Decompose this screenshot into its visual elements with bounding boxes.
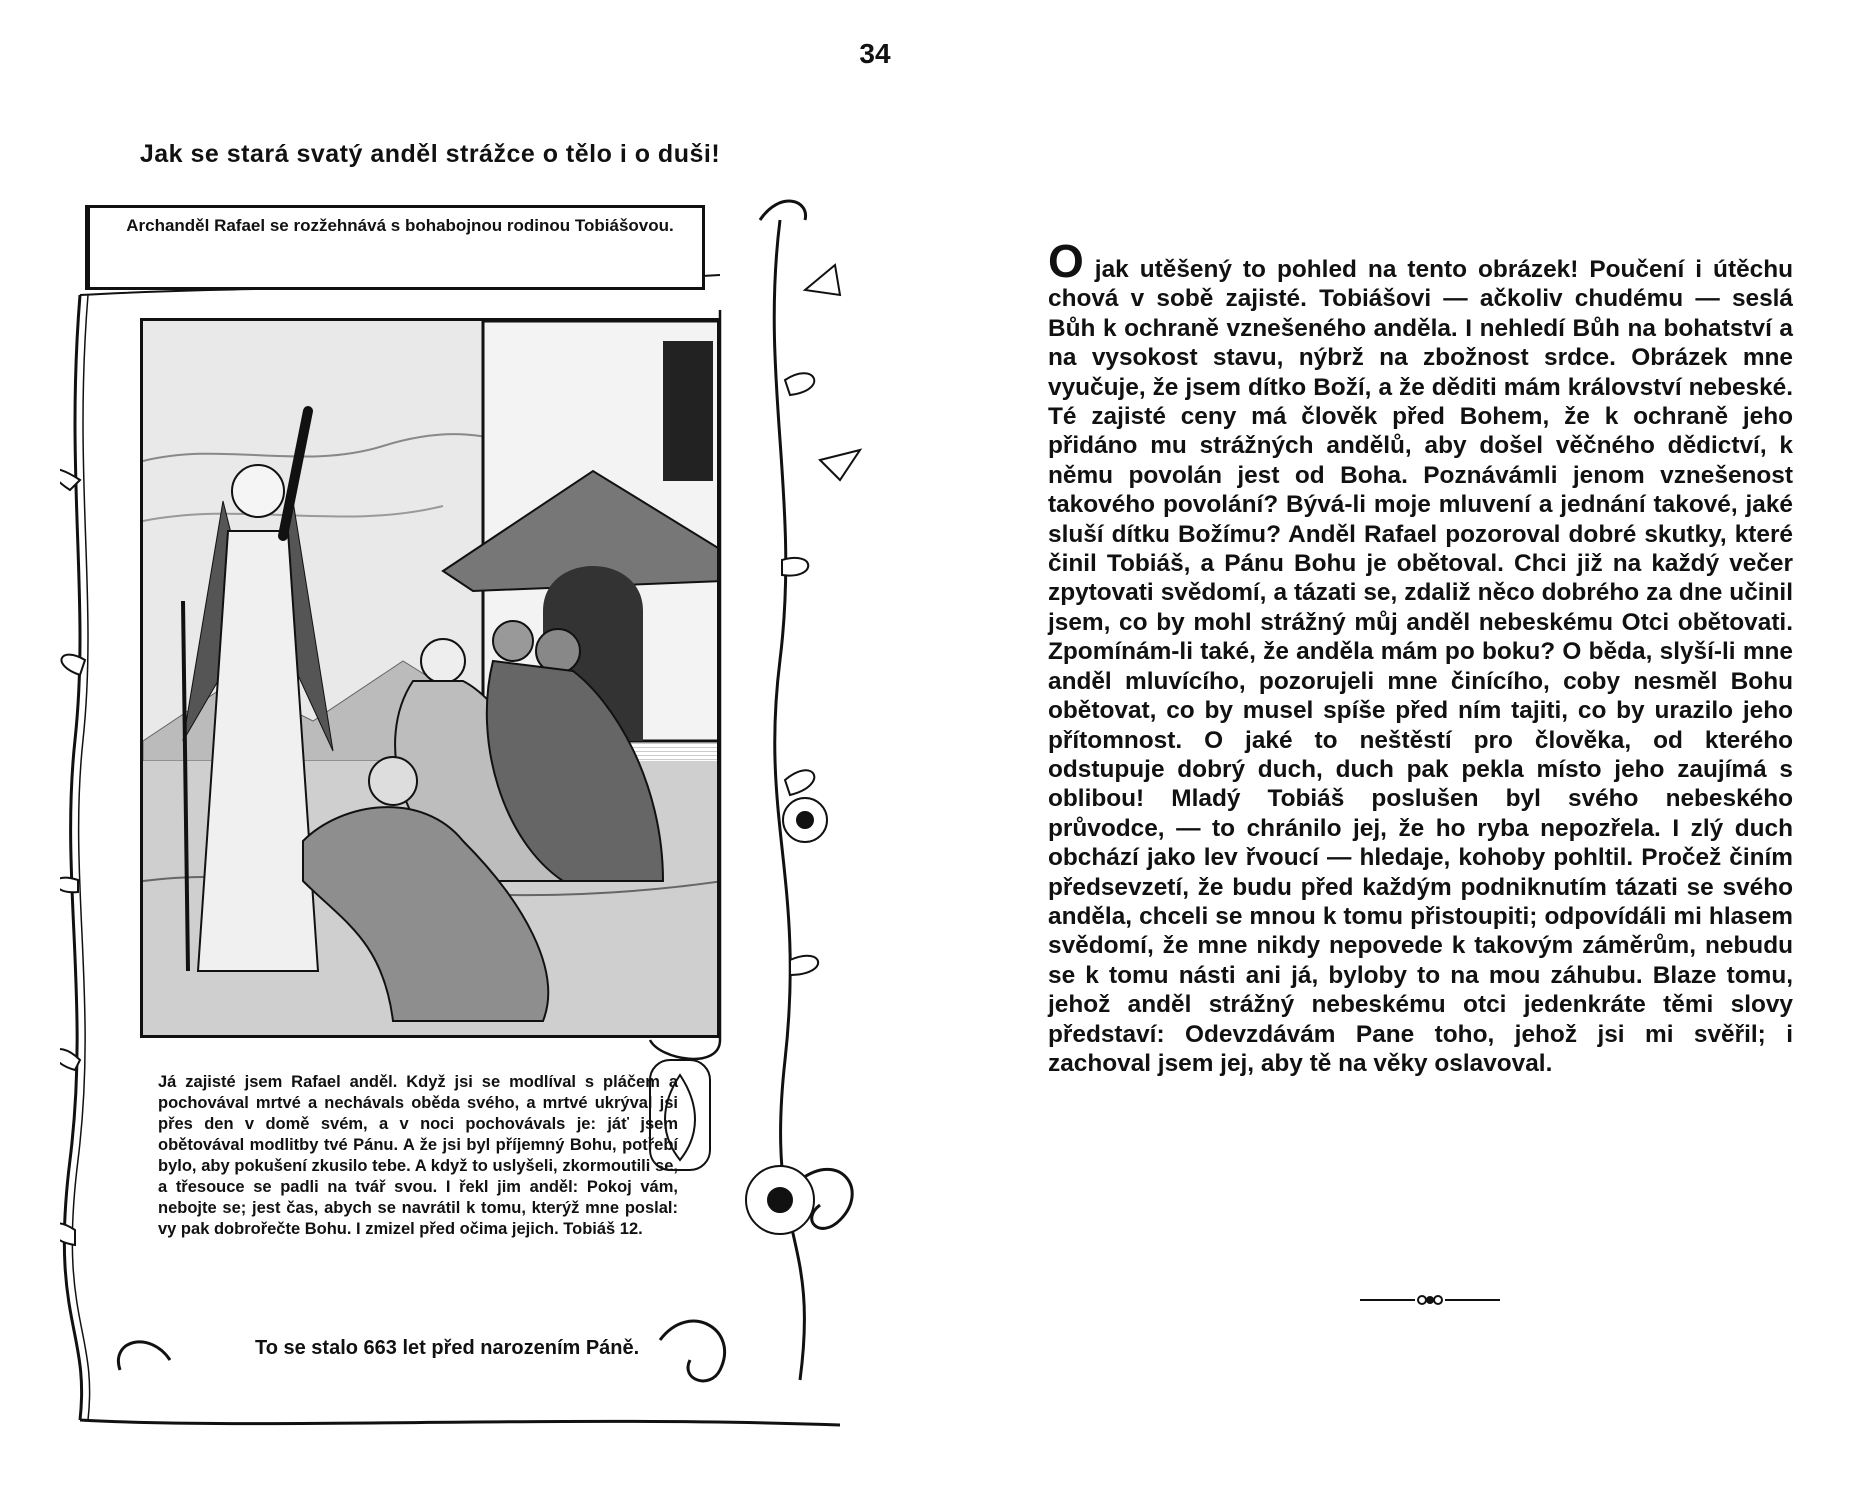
date-note: To se stalo 663 let před narozením Páně.	[255, 1337, 640, 1359]
ornament-divider	[1360, 1290, 1500, 1310]
engraving-illustration	[140, 318, 720, 1038]
body-paragraph	[1048, 235, 1793, 1078]
illustration-caption: Archanděl Rafael se rozžehnává s bohabojnou rodinou Tobiášovou.	[126, 216, 674, 235]
angel-engraving-icon	[143, 321, 720, 1038]
page-title: Jak se stará svatý anděl strážce o tělo i o duši!	[139, 140, 721, 168]
dropcap: O	[1048, 235, 1084, 287]
divider-ornament-icon	[1360, 1290, 1500, 1310]
body-text: jak utěšený to pohled na tento obrázek! Poučení i útěchu chová v sobě zajisté. Tobiášovi — ačkoliv chudému — seslá Bůh k ochraně vznešeného anděla. I nehledí Bůh na bohatství a na vysokost stavu, nýbrž na zbožnost srdce. Obrázek mne vyučuje, že jsem dítko Boží, a že děditi mám království nebeské. Té zajisté ceny má člověk před Bohem, že k ochraně jeho přidáno mu strážných andělů, aby došel věčného dědictví, k němu povolán jest od Boha. Poznávámli jenom vznešenost takového povolání? Bývá-li moje mluvení a jednání takové, jaké sluší dítku Božímu? Anděl Rafael pozoroval dobré skutky, které činil Tobiáš, a Pánu Bohu je obětoval. Chci již na každý večer zpytovati svědomí, a tázati se, zdaliž něco dobrého za dne učinil jsem, co by mohl strážný můj anděl nebeskému Otci obětovati. Zpomínám-li také, že anděla mám po boku? O běda, slyší-li mne anděl mluvícího, pozorujeli mne činícího, coby nesměl Bohu obětovat, co by musel spíše před ním tajiti, co by urazilo jeho přítomnost. O jaké to neštěstí pro člověka, od kterého odstupuje dobrý duch, duch pak pekla místo jeho zaujímá s oblibou! Mladý Tobiáš poslušen byl svého nebeského průvodce, — to chránilo jej, že ho ryba nepozřela. I zlý duch obchází jako lev řvoucí — hledaje, kohoby pohltil. Pročež činím předsevzetí, že budu před každým podniknutím tázati se svého anděla, chceli se mnou k tomu přistoupiti; odpovídáli mi hlasem svědomí, že mne nikdy nepovede k takovým záměrům, nebudu se k tomu násti ani já, byloby to na mou záhubu. Blaze tomu, jehož anděl strážný nebeskému otci jedenkráte těmi slovy představí: Odevzdávám Pane toho, jehož jsi mi svěřil; i zachoval jsem jej, aby tě na věky oslavoval.	[1048, 256, 1793, 1077]
scripture-quote: Já zajisté jsem Rafael anděl. Když jsi se modlíval s pláčem a pochovával mrtvé a nechávals oběda svého, a mrtvé ukrýval jsi přes den v domě svém, a v noci pochovávals je: jáť jsem obětovával modlitby tvé Pánu. A že jsi byl příjemný Bohu, potřebí bylo, aby pokušení zkusilo tebe. A když to uslyšeli, zkormoutili se, a třesouce se padli na tvář svou. I řekl jim anděl: Pokoj vám, nebojte se; jest čas, abych se navrátil k tomu, kterýž mne poslal: vy pak dobrořečte Bohu. I zmizel před očima jejich. Tobiáš 12.	[158, 1073, 678, 1238]
right-page-column	[1048, 235, 1793, 1078]
page-number: 34	[859, 38, 891, 69]
